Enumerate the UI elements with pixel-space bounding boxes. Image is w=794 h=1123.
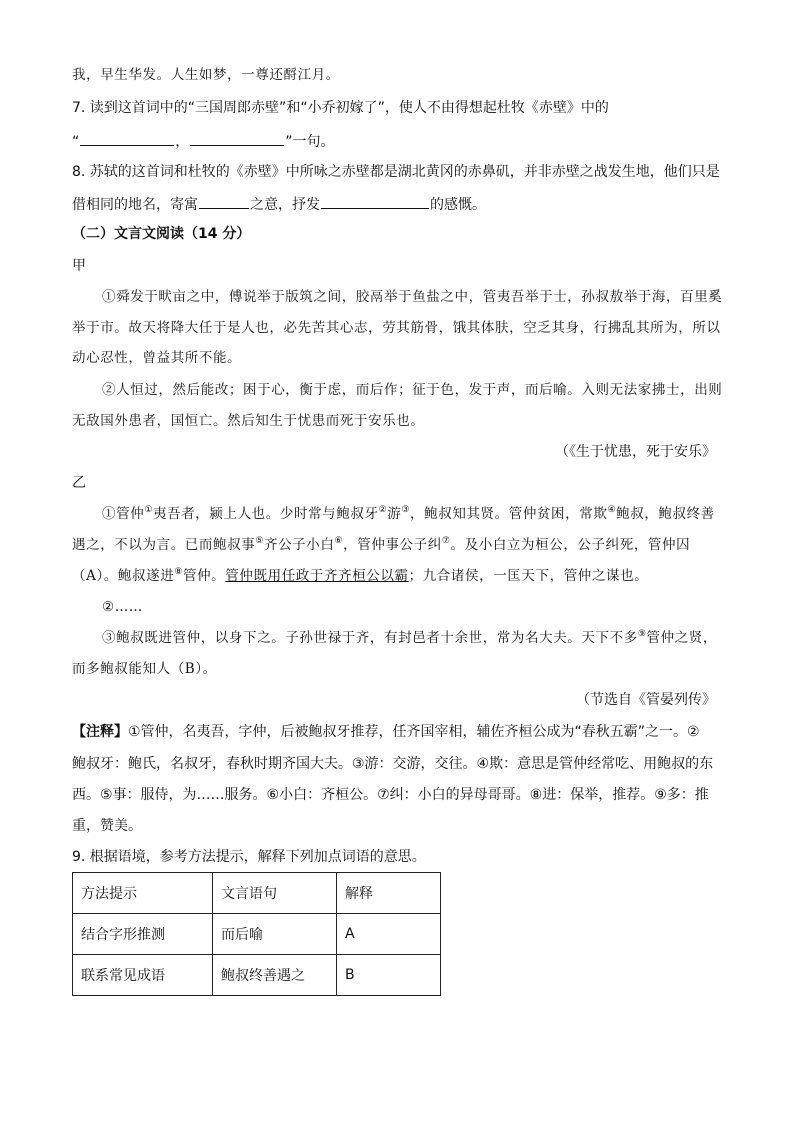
yi-text: 游 (387, 506, 402, 522)
note-marker-7: ⑦ (441, 536, 451, 546)
yi-source: （节选自《管晏列传》 (576, 692, 716, 708)
table-header-row (73, 873, 441, 914)
question-7-line-1: 7. 读到这首词中的“三国周郎赤壁”和“小乔初嫁了”，使人不由得想起杜牧《赤壁》中的 (72, 100, 609, 116)
note-marker-8: ⑧ (174, 567, 183, 577)
table-header-cell: 方法提示 (73, 873, 213, 914)
table-row (73, 914, 441, 955)
answer-cell-b[interactable]: B (337, 955, 441, 996)
question-8-line-1: 8. 苏轼的这首词和杜牧的《赤壁》中所咏之赤壁都是湖北黄冈的赤鼻矶，并非赤壁之战发生地，他们只是 (72, 164, 720, 180)
yi-text: ③鲍叔既进管仲，以身下之。子孙世禄于齐，有封邑者十余世，常为名大夫。天下不多 (102, 630, 638, 646)
q7-answer-blank-2[interactable] (190, 130, 284, 146)
note-marker-1: ① (144, 505, 153, 515)
jia-source: （《生于忧患，死于安乐》 (555, 444, 716, 460)
section-title: （二）文言文阅读（14 分） (72, 226, 251, 242)
yi-text: 。及小白立为桓公，公子纠死，管仲囚 (450, 537, 691, 553)
q7-comma: ， (175, 134, 190, 150)
q8-text-a: 借相同的地名，寄寓 (72, 197, 198, 213)
yi-text: 遇之，不以为言。已而鲍叔事 (72, 537, 256, 553)
passage-jia-label: 甲 (72, 258, 86, 274)
yi-text: 齐公子小白 (263, 537, 335, 553)
jia-para2-line1: ②人恒过，然后能改；困于心，衡于虑，而后作；征于色，发于声，而后喻。入则无法家拂士，出则 (102, 382, 723, 398)
table-cell: 鲍叔终善遇之 (213, 955, 337, 996)
yi-text: 管仲。 (182, 568, 226, 584)
note-marker-3: ③ (401, 505, 411, 515)
q7-open-quote: “ (72, 134, 80, 150)
notes-line-2: 鲍叔牙：鲍氏，名叔牙，春秋时期齐国大夫。③游：交游，交往。④欺：意思是管仲经常吃、用鲍叔的东 (72, 756, 714, 772)
table-cell: 联系常见成语 (73, 955, 213, 996)
q8-answer-blank-1[interactable] (199, 193, 249, 209)
yi-text: ；九合诸侯，一匡天下，管仲之谋也。 (408, 568, 649, 584)
yi-para3-line1 (102, 628, 717, 650)
q8-text-c: 的感慨。 (430, 197, 486, 213)
table-row (73, 955, 441, 996)
poem-tail-line: 我，早生华发。人生如梦，一尊还酹江月。 (72, 67, 340, 83)
jia-para1-line3: 动心忍性，曾益其所不能。 (72, 350, 242, 366)
yi-text: ，管仲事公子纠 (343, 537, 442, 553)
yi-text: 管仲之贤， (646, 630, 717, 646)
question-7-line-2 (72, 130, 335, 152)
note-marker-6: ⑥ (334, 536, 344, 546)
table-cell: 而后喻 (213, 914, 337, 955)
note-marker-2: ② (378, 505, 388, 515)
note-marker-4: ④ (607, 505, 617, 515)
notes-text: ①管仲，名夷吾，字仲，后被鲍叔牙推荐，任齐国宰相，辅佐齐桓公成为“春秋五霸”之一。② (128, 724, 700, 740)
question-9-stem: 9. 根据语境，参考方法提示，解释下列加点词语的意思。 (72, 849, 426, 865)
yi-para2: ②…… (102, 599, 143, 615)
jia-para2-line2: 无敌国外患者，国恒亡。然后知生于忧患而死于安乐也。 (72, 413, 425, 429)
note-marker-9: ⑨ (637, 629, 647, 639)
jia-para1-line1: ①舜发于畎亩之中，傅说举于版筑之间，胶鬲举于鱼盐之中，管夷吾举于士，孙叔敖举于海，百里奚 (102, 289, 723, 305)
yi-text: （A）。鲍叔遂进 (72, 568, 175, 584)
yi-text: ①管仲 (102, 506, 145, 522)
underlined-sentence: 管仲既用任政于齐齐桓公以霸 (225, 568, 409, 584)
q8-answer-blank-2[interactable] (321, 193, 429, 209)
table-cell: 结合字形推测 (73, 914, 213, 955)
yi-para1-line1 (102, 504, 715, 526)
notes-line-1 (72, 722, 700, 742)
yi-para3-line2: 而多鲍叔能知人（B）。 (72, 661, 217, 677)
notes-label: 【注释】 (72, 724, 128, 740)
yi-para1-line3 (72, 566, 648, 588)
q7-answer-blank-1[interactable] (80, 130, 174, 146)
jia-para1-line2: 举于市。故天将降大任于是人也，必先苦其心志，劳其筋骨，饿其体肤，空乏其身，行拂乱其所为，所以 (72, 320, 721, 336)
yi-text: 夷吾者，颍上人也。少时常与鲍叔牙 (152, 506, 379, 522)
yi-text: ，鲍叔知其贤。管仲贫困，常欺 (410, 506, 608, 522)
notes-line-3: 西。⑤事：服侍，为……服务。⑥小白：齐桓公。⑦纠：小白的异母哥哥。⑧进：保举，推荐。⑨多：推 (72, 787, 709, 803)
q7-close: ”一句。 (285, 134, 335, 150)
method-table (72, 872, 441, 996)
notes-line-4: 重，赞美。 (72, 818, 142, 834)
question-8-line-2 (72, 193, 486, 215)
q8-text-b: 之意，抒发 (250, 197, 320, 213)
answer-cell-a[interactable]: A (337, 914, 441, 955)
passage-yi-label: 乙 (72, 475, 86, 491)
table-header-cell: 文言语句 (213, 873, 337, 914)
note-marker-5: ⑤ (255, 536, 264, 546)
yi-text: 鲍叔，鲍叔终善 (616, 506, 715, 522)
table-header-cell: 解释 (337, 873, 441, 914)
yi-para1-line2 (72, 535, 690, 557)
